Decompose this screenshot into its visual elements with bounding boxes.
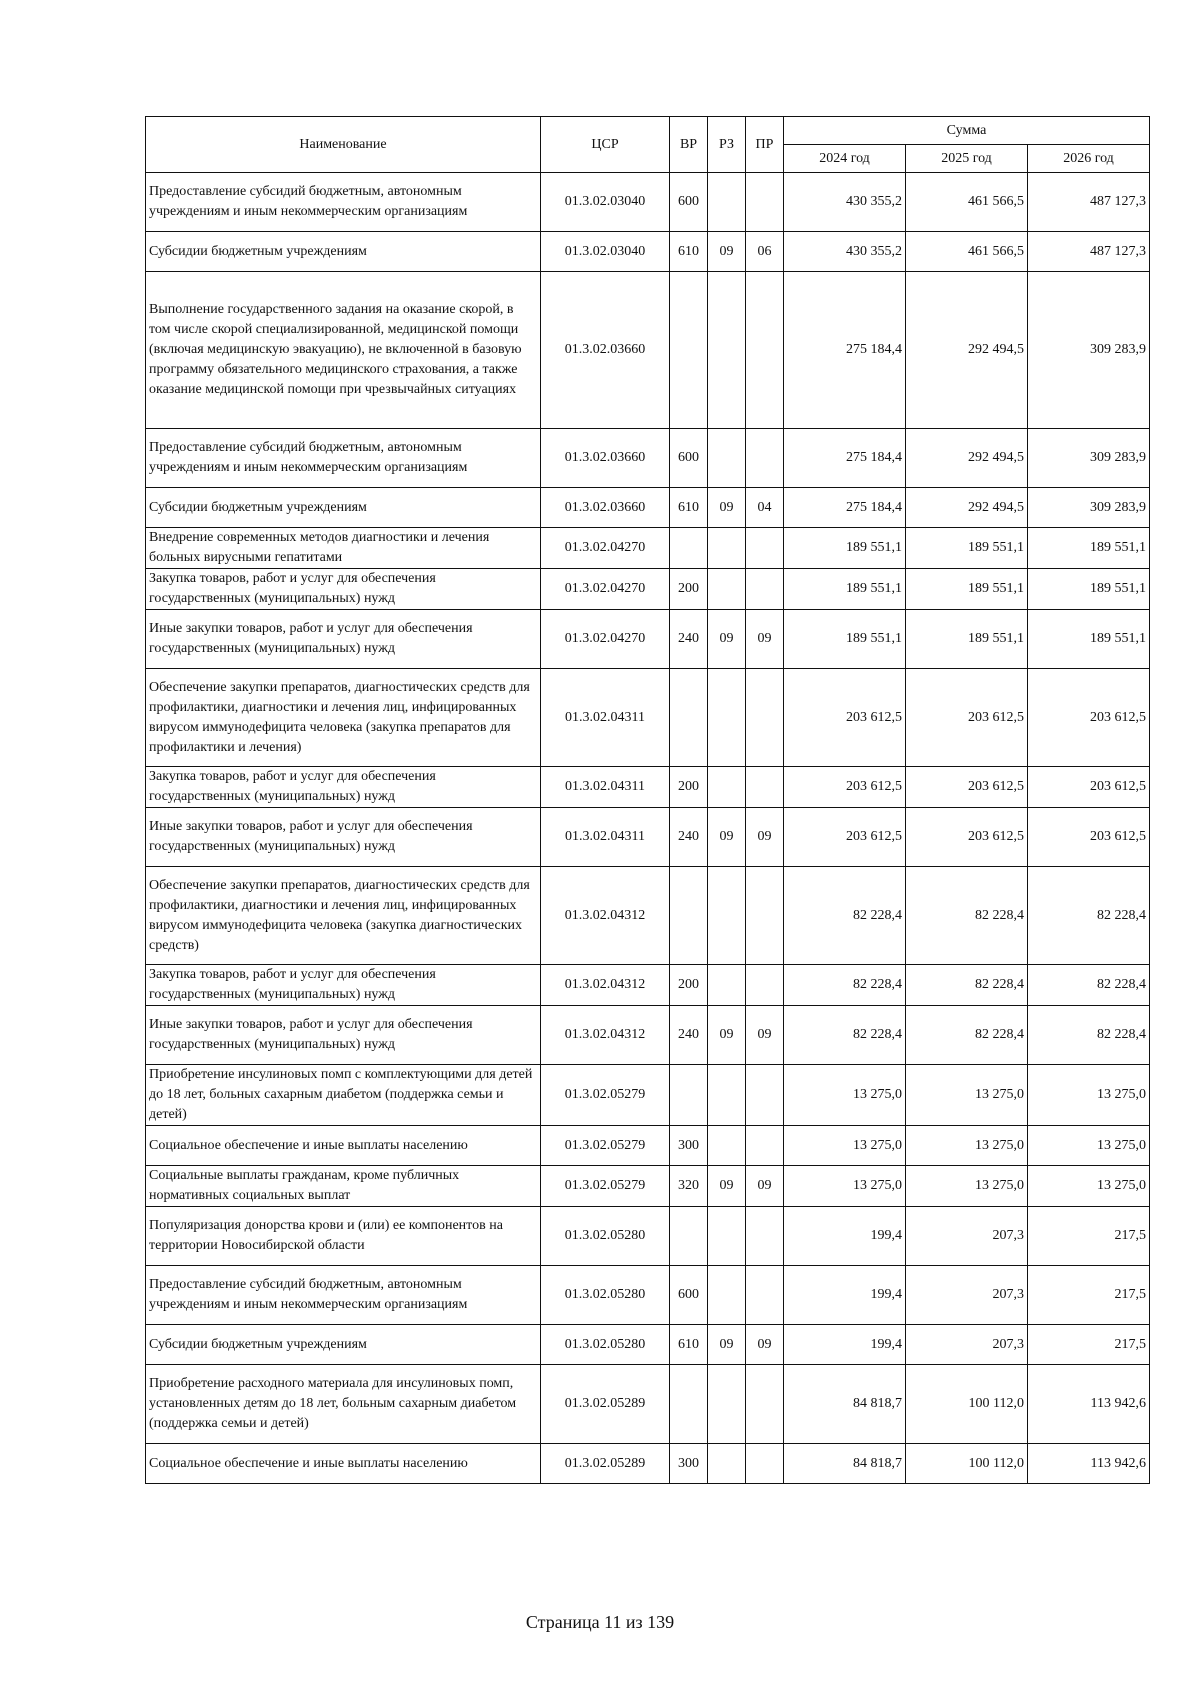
cell-rz [708,1365,746,1444]
cell-vr: 240 [670,808,708,867]
cell-sum-2024: 275 184,4 [784,488,906,528]
cell-csr: 01.3.02.04270 [541,610,670,669]
cell-name: Иные закупки товаров, работ и услуг для обеспечения государственных (муниципальных) нужд [146,1006,541,1065]
cell-sum-2024: 82 228,4 [784,867,906,965]
cell-sum-2026: 487 127,3 [1028,232,1150,272]
cell-pr [746,1365,784,1444]
cell-rz [708,429,746,488]
cell-vr [670,1365,708,1444]
cell-name: Выполнение государственного задания на оказание скорой, в том числе скорой специализированной, медицинской помощи (включая медицинскую эвакуацию), не включенной в базовую программу обязательного медицинского страхования, а также оказание медицинской помощи при чрезвычайных ситуациях [146,272,541,429]
cell-rz: 09 [708,610,746,669]
cell-sum-2025: 461 566,5 [906,173,1028,232]
cell-rz: 09 [708,488,746,528]
cell-rz [708,528,746,569]
cell-sum-2024: 82 228,4 [784,965,906,1006]
table-row [146,173,1150,232]
cell-sum-2024: 13 275,0 [784,1166,906,1207]
cell-sum-2026: 309 283,9 [1028,429,1150,488]
cell-sum-2025: 207,3 [906,1325,1028,1365]
cell-name: Иные закупки товаров, работ и услуг для обеспечения государственных (муниципальных) нужд [146,808,541,867]
table-row [146,867,1150,965]
cell-sum-2025: 207,3 [906,1207,1028,1266]
cell-sum-2025: 292 494,5 [906,272,1028,429]
header-year-2026: 2026 год [1028,145,1150,173]
table-row [146,767,1150,808]
table-row [146,965,1150,1006]
cell-pr: 04 [746,488,784,528]
cell-sum-2024: 203 612,5 [784,808,906,867]
header-sum: Сумма [784,117,1150,145]
cell-vr: 600 [670,1266,708,1325]
table-row [146,1365,1150,1444]
header-rz: РЗ [708,117,746,173]
cell-sum-2025: 13 275,0 [906,1065,1028,1126]
header-year-2025: 2025 год [906,145,1028,173]
cell-vr: 610 [670,1325,708,1365]
cell-rz [708,1207,746,1266]
cell-rz [708,669,746,767]
cell-name: Приобретение инсулиновых помп с комплектующими для детей до 18 лет, больных сахарным диабетом (поддержка семьи и детей) [146,1065,541,1126]
cell-sum-2025: 203 612,5 [906,767,1028,808]
cell-sum-2025: 82 228,4 [906,867,1028,965]
cell-pr [746,1266,784,1325]
cell-csr: 01.3.02.03660 [541,272,670,429]
cell-pr [746,1444,784,1484]
cell-name: Закупка товаров, работ и услуг для обеспечения государственных (муниципальных) нужд [146,767,541,808]
cell-pr [746,1065,784,1126]
cell-csr: 01.3.02.05279 [541,1126,670,1166]
table-row [146,808,1150,867]
cell-sum-2025: 189 551,1 [906,610,1028,669]
cell-vr: 240 [670,610,708,669]
cell-name: Социальное обеспечение и иные выплаты населению [146,1126,541,1166]
cell-sum-2026: 217,5 [1028,1325,1150,1365]
cell-pr [746,569,784,610]
cell-vr: 300 [670,1126,708,1166]
cell-name: Социальные выплаты гражданам, кроме публичных нормативных социальных выплат [146,1166,541,1207]
cell-csr: 01.3.02.05279 [541,1166,670,1207]
cell-csr: 01.3.02.03660 [541,429,670,488]
cell-sum-2026: 203 612,5 [1028,669,1150,767]
cell-sum-2026: 113 942,6 [1028,1444,1150,1484]
cell-name: Закупка товаров, работ и услуг для обеспечения государственных (муниципальных) нужд [146,965,541,1006]
cell-sum-2024: 275 184,4 [784,272,906,429]
table-row [146,1325,1150,1365]
cell-pr [746,272,784,429]
cell-vr [670,669,708,767]
cell-sum-2025: 13 275,0 [906,1126,1028,1166]
header-year-2024: 2024 год [784,145,906,173]
cell-pr [746,669,784,767]
header-name: Наименование [146,117,541,173]
cell-csr: 01.3.02.04270 [541,528,670,569]
cell-name: Популяризация донорства крови и (или) ее компонентов на территории Новосибирской области [146,1207,541,1266]
cell-csr: 01.3.02.05289 [541,1444,670,1484]
cell-csr: 01.3.02.05280 [541,1266,670,1325]
cell-csr: 01.3.02.04312 [541,1006,670,1065]
cell-sum-2026: 189 551,1 [1028,528,1150,569]
cell-sum-2024: 84 818,7 [784,1444,906,1484]
cell-sum-2026: 82 228,4 [1028,1006,1150,1065]
cell-sum-2025: 207,3 [906,1266,1028,1325]
cell-csr: 01.3.02.04270 [541,569,670,610]
cell-csr: 01.3.02.04311 [541,808,670,867]
cell-sum-2024: 275 184,4 [784,429,906,488]
cell-sum-2024: 203 612,5 [784,767,906,808]
cell-pr [746,1126,784,1166]
table-row [146,528,1150,569]
cell-rz [708,867,746,965]
cell-name: Обеспечение закупки препаратов, диагностических средств для профилактики, диагностики и лечения лиц, инфицированных вирусом иммунодефицита человека (закупка препаратов для профилактики и лечения) [146,669,541,767]
cell-vr: 320 [670,1166,708,1207]
cell-sum-2024: 189 551,1 [784,610,906,669]
cell-vr: 240 [670,1006,708,1065]
cell-sum-2025: 100 112,0 [906,1444,1028,1484]
table-row [146,1444,1150,1484]
table-row [146,1126,1150,1166]
cell-sum-2024: 189 551,1 [784,528,906,569]
cell-sum-2026: 82 228,4 [1028,965,1150,1006]
cell-sum-2025: 203 612,5 [906,808,1028,867]
cell-sum-2024: 13 275,0 [784,1065,906,1126]
cell-pr: 09 [746,610,784,669]
table-header [146,117,1150,173]
cell-vr [670,867,708,965]
cell-name: Предоставление субсидий бюджетным, автономным учреждениям и иным некоммерческим организациям [146,1266,541,1325]
table-row [146,1266,1150,1325]
cell-csr: 01.3.02.04311 [541,669,670,767]
cell-sum-2024: 84 818,7 [784,1365,906,1444]
cell-sum-2025: 461 566,5 [906,232,1028,272]
cell-name: Внедрение современных методов диагностики и лечения больных вирусными гепатитами [146,528,541,569]
cell-sum-2025: 82 228,4 [906,965,1028,1006]
cell-sum-2026: 203 612,5 [1028,767,1150,808]
table-row [146,669,1150,767]
table-body [146,173,1150,1484]
cell-name: Субсидии бюджетным учреждениям [146,232,541,272]
cell-sum-2024: 430 355,2 [784,232,906,272]
cell-name: Закупка товаров, работ и услуг для обеспечения государственных (муниципальных) нужд [146,569,541,610]
cell-vr [670,272,708,429]
cell-name: Предоставление субсидий бюджетным, автономным учреждениям и иным некоммерческим организациям [146,429,541,488]
header-vr: ВР [670,117,708,173]
cell-csr: 01.3.02.05279 [541,1065,670,1126]
page-number: Страница 11 из 139 [525,1612,675,1632]
table-row [146,429,1150,488]
table-row [146,569,1150,610]
cell-sum-2026: 217,5 [1028,1266,1150,1325]
cell-sum-2024: 13 275,0 [784,1126,906,1166]
cell-pr [746,767,784,808]
cell-vr: 200 [670,965,708,1006]
cell-pr [746,173,784,232]
cell-rz [708,1065,746,1126]
cell-csr: 01.3.02.04312 [541,867,670,965]
cell-rz: 09 [708,1325,746,1365]
cell-vr: 200 [670,767,708,808]
cell-rz: 09 [708,232,746,272]
cell-rz [708,1266,746,1325]
cell-sum-2026: 113 942,6 [1028,1365,1150,1444]
cell-rz [708,767,746,808]
cell-sum-2026: 13 275,0 [1028,1126,1150,1166]
cell-name: Иные закупки товаров, работ и услуг для обеспечения государственных (муниципальных) нужд [146,610,541,669]
cell-sum-2026: 309 283,9 [1028,488,1150,528]
cell-sum-2025: 203 612,5 [906,669,1028,767]
cell-vr: 600 [670,429,708,488]
cell-csr: 01.3.02.05280 [541,1325,670,1365]
cell-pr [746,965,784,1006]
table-row [146,1207,1150,1266]
cell-name: Субсидии бюджетным учреждениям [146,488,541,528]
cell-pr: 09 [746,1325,784,1365]
cell-rz [708,272,746,429]
cell-csr: 01.3.02.03040 [541,173,670,232]
cell-sum-2026: 189 551,1 [1028,610,1150,669]
cell-pr [746,1207,784,1266]
cell-sum-2024: 199,4 [784,1325,906,1365]
cell-sum-2024: 203 612,5 [784,669,906,767]
cell-rz: 09 [708,1006,746,1065]
cell-sum-2026: 82 228,4 [1028,867,1150,965]
cell-csr: 01.3.02.05280 [541,1207,670,1266]
cell-csr: 01.3.02.04312 [541,965,670,1006]
cell-rz [708,173,746,232]
cell-vr: 610 [670,488,708,528]
cell-vr [670,1207,708,1266]
table-row [146,1166,1150,1207]
cell-sum-2026: 309 283,9 [1028,272,1150,429]
budget-table [145,116,1150,1484]
cell-sum-2026: 189 551,1 [1028,569,1150,610]
header-pr: ПР [746,117,784,173]
table-row [146,610,1150,669]
cell-sum-2026: 203 612,5 [1028,808,1150,867]
cell-vr [670,1065,708,1126]
cell-vr [670,528,708,569]
cell-csr: 01.3.02.05289 [541,1365,670,1444]
cell-pr [746,528,784,569]
table-row [146,232,1150,272]
cell-csr: 01.3.02.03660 [541,488,670,528]
cell-pr: 09 [746,1006,784,1065]
cell-vr: 300 [670,1444,708,1484]
cell-sum-2024: 82 228,4 [784,1006,906,1065]
table-row [146,488,1150,528]
cell-sum-2026: 217,5 [1028,1207,1150,1266]
cell-sum-2024: 189 551,1 [784,569,906,610]
cell-sum-2024: 199,4 [784,1266,906,1325]
cell-pr: 06 [746,232,784,272]
cell-name: Социальное обеспечение и иные выплаты населению [146,1444,541,1484]
cell-rz: 09 [708,808,746,867]
cell-rz [708,1126,746,1166]
cell-sum-2026: 487 127,3 [1028,173,1150,232]
cell-rz [708,1444,746,1484]
cell-sum-2025: 100 112,0 [906,1365,1028,1444]
cell-rz [708,965,746,1006]
cell-vr: 600 [670,173,708,232]
cell-sum-2025: 189 551,1 [906,528,1028,569]
cell-rz: 09 [708,1166,746,1207]
cell-sum-2024: 199,4 [784,1207,906,1266]
cell-rz [708,569,746,610]
table-row [146,1065,1150,1126]
cell-pr: 09 [746,808,784,867]
cell-name: Обеспечение закупки препаратов, диагностических средств для профилактики, диагностики и лечения лиц, инфицированных вирусом иммунодефицита человека (закупка диагностических средств) [146,867,541,965]
cell-sum-2025: 189 551,1 [906,569,1028,610]
cell-sum-2025: 13 275,0 [906,1166,1028,1207]
cell-csr: 01.3.02.04311 [541,767,670,808]
cell-vr: 200 [670,569,708,610]
cell-pr [746,867,784,965]
cell-sum-2025: 292 494,5 [906,429,1028,488]
cell-name: Предоставление субсидий бюджетным, автономным учреждениям и иным некоммерческим организациям [146,173,541,232]
cell-sum-2024: 430 355,2 [784,173,906,232]
cell-sum-2026: 13 275,0 [1028,1166,1150,1207]
header-csr: ЦСР [541,117,670,173]
table-row [146,272,1150,429]
cell-name: Приобретение расходного материала для инсулиновых помп, установленных детям до 18 лет, больным сахарным диабетом (поддержка семьи и детей) [146,1365,541,1444]
cell-sum-2025: 292 494,5 [906,488,1028,528]
cell-pr: 09 [746,1166,784,1207]
cell-vr: 610 [670,232,708,272]
cell-pr [746,429,784,488]
cell-csr: 01.3.02.03040 [541,232,670,272]
cell-sum-2025: 82 228,4 [906,1006,1028,1065]
table-row [146,1006,1150,1065]
cell-name: Субсидии бюджетным учреждениям [146,1325,541,1365]
cell-sum-2026: 13 275,0 [1028,1065,1150,1126]
